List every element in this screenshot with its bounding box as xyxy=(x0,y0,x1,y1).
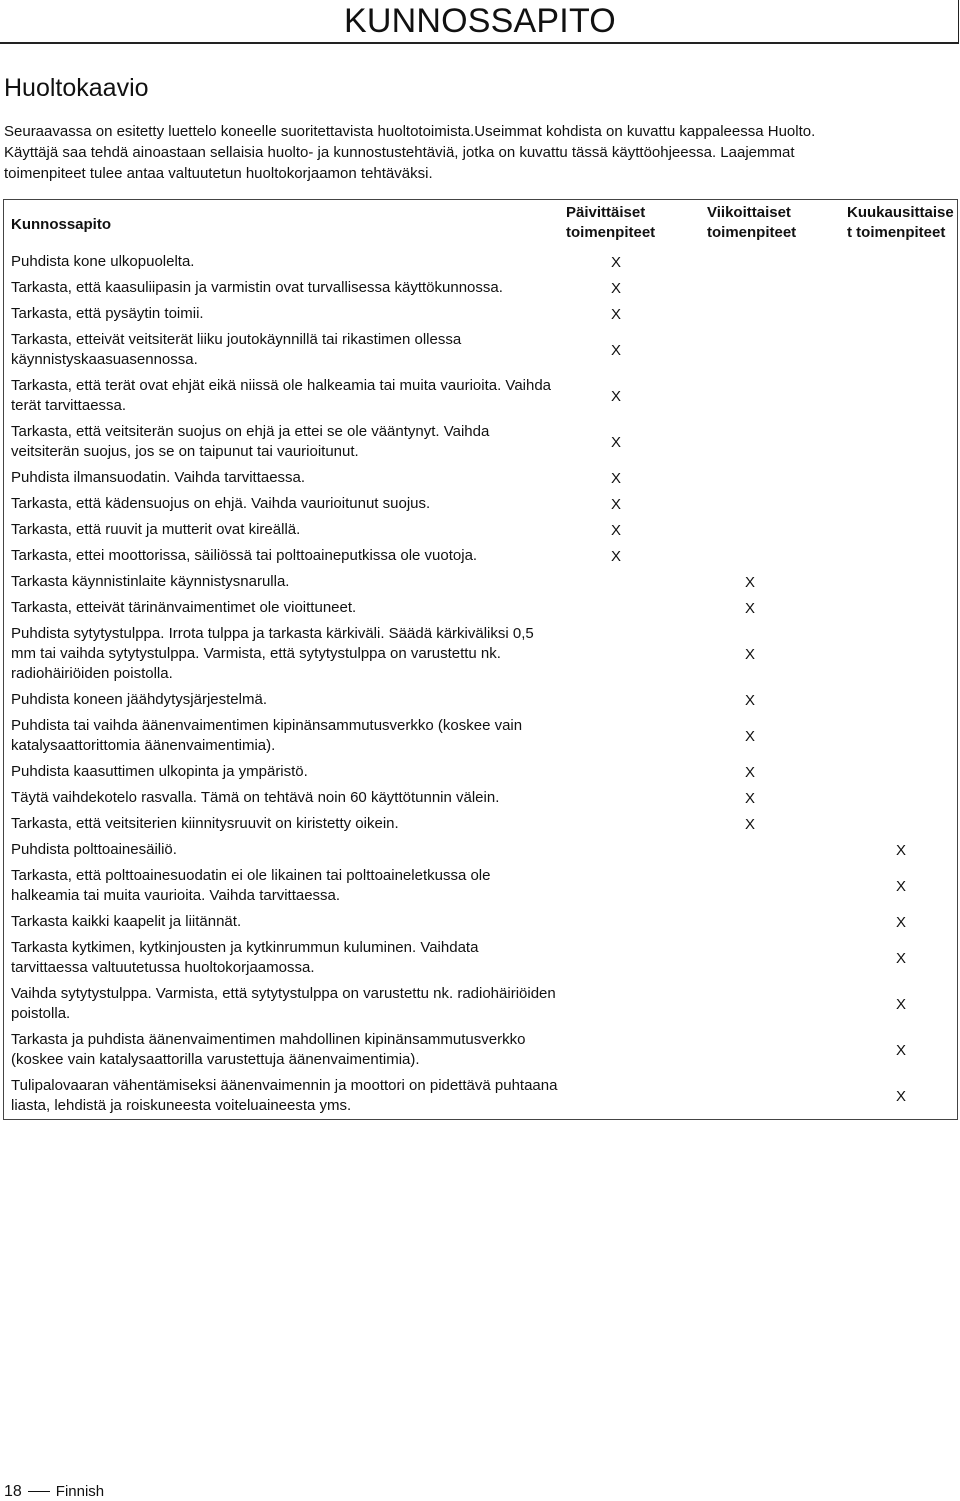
mark-cell-monthly xyxy=(840,569,958,595)
mark-cell-weekly xyxy=(700,327,840,373)
table-row xyxy=(4,275,958,301)
mark-cell-weekly: X xyxy=(745,599,756,617)
task-cell: Tarkasta ja puhdista äänenvaimentimen mahdollinen kipinänsammutusverkko (koskee vain katalysaattorilla varustettuja äänenvaimentimia). xyxy=(11,1031,526,1068)
footer-dash xyxy=(28,1491,50,1492)
mark-cell-monthly xyxy=(840,301,958,327)
mark-cell-daily: X xyxy=(611,547,622,565)
table-row xyxy=(4,621,958,687)
page-footer xyxy=(4,1483,104,1501)
table-row xyxy=(4,935,958,981)
table-row xyxy=(4,595,958,621)
task-cell: Puhdista kone ulkopuolelta. xyxy=(11,253,195,270)
mark-cell-monthly xyxy=(840,419,958,465)
mark-cell-monthly: X xyxy=(896,877,907,895)
mark-cell-weekly xyxy=(700,419,840,465)
table-row xyxy=(4,517,958,543)
mark-cell-weekly xyxy=(700,491,840,517)
table-header-row xyxy=(4,200,958,250)
mark-cell-monthly xyxy=(840,491,958,517)
mark-cell-daily: X xyxy=(611,253,622,271)
intro-line: toimenpiteet tulee antaa valtuutetun huoltokorjaamon tehtäväksi. xyxy=(4,165,433,182)
mark-cell-monthly: X xyxy=(896,913,907,931)
column-header-monthly: Kuukausittaise t toimenpiteet xyxy=(847,204,954,241)
mark-cell-weekly xyxy=(700,1073,840,1120)
task-cell: Tarkasta, etteivät veitsiterät liiku joutokäynnillä tai rikastimen ollessa käynnistyskaasuasennossa. xyxy=(11,331,462,368)
column-header-task: Kunnossapito xyxy=(11,215,111,233)
mark-cell-weekly xyxy=(700,249,840,275)
mark-cell-monthly xyxy=(840,785,958,811)
mark-cell-daily: X xyxy=(611,521,622,539)
mark-cell-daily xyxy=(559,935,700,981)
task-cell: Tarkasta kaikki kaapelit ja liitännät. xyxy=(11,913,242,930)
mark-cell-daily xyxy=(559,687,700,713)
task-cell: Tarkasta kytkimen, kytkinjousten ja kytkinrummun kuluminen. Vaihdata tarvittaessa valtuutetussa huoltokorjaamossa. xyxy=(11,939,479,976)
table-row xyxy=(4,1027,958,1073)
mark-cell-monthly xyxy=(840,517,958,543)
mark-cell-daily xyxy=(559,713,700,759)
task-cell: Tarkasta käynnistinlaite käynnistysnarulla. xyxy=(11,573,290,590)
task-cell: Puhdista ilmansuodatin. Vaihda tarvittaessa. xyxy=(11,469,306,486)
intro-line: Käyttäjä saa tehdä ainoastaan sellaisia huolto- ja kunnostustehtäviä, jotka on kuvattu tässä käyttöohjeessa. Laajemmat xyxy=(4,144,795,161)
mark-cell-monthly xyxy=(840,543,958,569)
task-cell: Tarkasta, ettei moottorissa, säiliössä tai polttoaineputkissa ole vuotoja. xyxy=(11,547,478,564)
table-row xyxy=(4,419,958,465)
table-row xyxy=(4,373,958,419)
task-cell: Tulipalovaaran vähentämiseksi äänenvaimennin ja moottori on pidettävä puhtaana liasta, lehdistä ja roiskuneesta voiteluaineesta yms. xyxy=(11,1077,558,1114)
mark-cell-daily xyxy=(559,981,700,1027)
task-cell: Puhdista polttoainesäiliö. xyxy=(11,841,177,858)
mark-cell-weekly xyxy=(700,465,840,491)
table-row xyxy=(4,465,958,491)
section-title: Huoltokaavio xyxy=(4,74,149,102)
task-cell: Tarkasta, että ruuvit ja mutterit ovat kireällä. xyxy=(11,521,301,538)
task-cell: Tarkasta, että kaasuliipasin ja varmistin ovat turvallisessa käyttökunnossa. xyxy=(11,279,503,296)
mark-cell-weekly xyxy=(700,543,840,569)
mark-cell-weekly xyxy=(700,517,840,543)
mark-cell-weekly: X xyxy=(745,763,756,781)
mark-cell-weekly: X xyxy=(745,727,756,745)
mark-cell-monthly xyxy=(840,465,958,491)
task-cell: Tarkasta, että terät ovat ehjät eikä niissä ole halkeamia tai muita vaurioita. Vaihda terät tarvittaessa. xyxy=(11,377,552,414)
mark-cell-weekly xyxy=(700,275,840,301)
mark-cell-monthly xyxy=(840,759,958,785)
mark-cell-weekly xyxy=(700,909,840,935)
task-cell: Puhdista sytytystulppa. Irrota tulppa ja tarkasta kärkiväli. Säädä kärkiväliksi 0,5 mm tai vaihda sytytystulppa. Varmista, että sytytystulppa on varustettu nk. radiohäiriöiden poistolla. xyxy=(11,625,534,682)
mark-cell-weekly: X xyxy=(745,815,756,833)
mark-cell-weekly xyxy=(700,981,840,1027)
task-cell: Tarkasta, etteivät tärinänvaimentimet ole vioittuneet. xyxy=(11,599,357,616)
table-row xyxy=(4,491,958,517)
table-row xyxy=(4,785,958,811)
intro-line: Seuraavassa on esitetty luettelo koneelle suoritettavista huoltotoimista.Useimmat kohdista on kuvattu kappaleessa Huolto. xyxy=(4,123,816,140)
mark-cell-monthly xyxy=(840,687,958,713)
table-row xyxy=(4,811,958,837)
task-cell: Puhdista koneen jäähdytysjärjestelmä. xyxy=(11,691,267,708)
mark-cell-weekly xyxy=(700,1027,840,1073)
mark-cell-daily: X xyxy=(611,387,622,405)
mark-cell-daily xyxy=(559,1027,700,1073)
mark-cell-daily: X xyxy=(611,341,622,359)
table-row xyxy=(4,981,958,1027)
mark-cell-daily xyxy=(559,785,700,811)
mark-cell-monthly xyxy=(840,621,958,687)
mark-cell-monthly xyxy=(840,249,958,275)
table-row xyxy=(4,863,958,909)
mark-cell-daily xyxy=(559,811,700,837)
table-row xyxy=(4,909,958,935)
task-cell: Puhdista kaasuttimen ulkopinta ja ympäristö. xyxy=(11,763,308,780)
mark-cell-monthly xyxy=(840,275,958,301)
mark-cell-monthly xyxy=(840,327,958,373)
mark-cell-monthly: X xyxy=(896,949,907,967)
mark-cell-weekly: X xyxy=(745,645,756,663)
page-title: KUNNOSSAPITO xyxy=(344,2,616,40)
mark-cell-daily xyxy=(559,863,700,909)
column-header-weekly: Viikoittaiset toimenpiteet xyxy=(707,204,797,241)
task-cell: Tarkasta, että pysäytin toimii. xyxy=(11,305,204,322)
mark-cell-weekly: X xyxy=(745,789,756,807)
mark-cell-monthly: X xyxy=(896,995,907,1013)
mark-cell-weekly xyxy=(700,301,840,327)
table-row xyxy=(4,687,958,713)
mark-cell-monthly xyxy=(840,595,958,621)
mark-cell-weekly xyxy=(700,935,840,981)
header-rule xyxy=(0,42,958,44)
task-cell: Vaihda sytytystulppa. Varmista, että sytytystulppa on varustettu nk. radiohäiriöiden poistolla. xyxy=(11,985,556,1022)
mark-cell-monthly: X xyxy=(896,841,907,859)
table-row xyxy=(4,713,958,759)
mark-cell-daily xyxy=(559,909,700,935)
mark-cell-monthly: X xyxy=(896,1087,907,1105)
table-row xyxy=(4,837,958,863)
header-corner-line xyxy=(958,0,959,44)
maintenance-schedule-table xyxy=(3,199,958,1120)
mark-cell-weekly: X xyxy=(745,691,756,709)
column-header-daily: Päivittäiset toimenpiteet xyxy=(566,204,656,241)
task-cell: Puhdista tai vaihda äänenvaimentimen kipinänsammutusverkko (koskee vain katalysaattorittomia äänenvaimentimia). xyxy=(11,717,523,754)
footer-language: Finnish xyxy=(55,1483,105,1500)
task-cell: Tarkasta, että veitsiterien kiinnitysruuvit on kiristetty oikein. xyxy=(11,815,399,832)
table-row xyxy=(4,543,958,569)
task-cell: Tarkasta, että kädensuojus on ehjä. Vaihda vaurioitunut suojus. xyxy=(11,495,431,512)
mark-cell-monthly xyxy=(840,373,958,419)
mark-cell-weekly xyxy=(700,863,840,909)
mark-cell-daily xyxy=(559,1073,700,1120)
mark-cell-daily xyxy=(559,621,700,687)
table-row xyxy=(4,759,958,785)
page-number: 18 xyxy=(4,1483,22,1500)
mark-cell-monthly xyxy=(840,713,958,759)
intro-paragraph xyxy=(4,121,954,184)
mark-cell-daily xyxy=(559,569,700,595)
task-cell: Tarkasta, että veitsiterän suojus on ehjä ja ettei se ole vääntynyt. Vaihda veitsiterän suojus, jos se on taipunut tai vaurioitunut. xyxy=(11,423,490,460)
mark-cell-daily: X xyxy=(611,495,622,513)
mark-cell-daily xyxy=(559,837,700,863)
task-cell: Täytä vaihdekotelo rasvalla. Tämä on tehtävä noin 60 käyttötunnin välein. xyxy=(11,789,500,806)
mark-cell-monthly: X xyxy=(896,1041,907,1059)
mark-cell-daily: X xyxy=(611,469,622,487)
table-row xyxy=(4,327,958,373)
table-body xyxy=(4,249,958,1120)
mark-cell-daily xyxy=(559,759,700,785)
table-row xyxy=(4,301,958,327)
mark-cell-monthly xyxy=(840,811,958,837)
mark-cell-daily: X xyxy=(611,279,622,297)
mark-cell-weekly xyxy=(700,837,840,863)
mark-cell-daily: X xyxy=(611,433,622,451)
mark-cell-weekly xyxy=(700,373,840,419)
table-row xyxy=(4,569,958,595)
table-row xyxy=(4,249,958,275)
task-cell: Tarkasta, että polttoainesuodatin ei ole likainen tai polttoaineletkussa ole halkeamia tai muita vaurioita. Vaihda tarvittaessa. xyxy=(11,867,491,904)
mark-cell-daily xyxy=(559,595,700,621)
mark-cell-weekly: X xyxy=(745,573,756,591)
table-row xyxy=(4,1073,958,1120)
mark-cell-daily: X xyxy=(611,305,622,323)
